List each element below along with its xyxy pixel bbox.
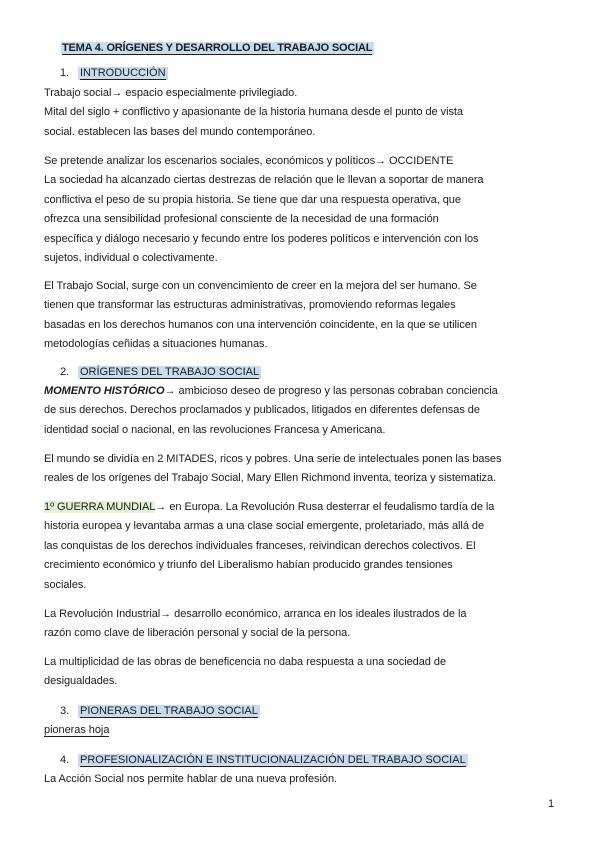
origenes-paragraph-5: La multiplicidad de las obras de beneficencia no daba respuesta a una sociedad de desigualdades.: [44, 656, 447, 688]
origenes-paragraph-2: El mundo se dividía en 2 MITADES, ricos y pobres. Una serie de intelectuales ponen las bases reales de los orígenes del Trabajo Social, Mary Ellen Richmond inventa, teoriza y sistematiza.: [44, 453, 502, 485]
profesionalizacion-paragraph: La Acción Social nos permite hablar de una nueva profesión.: [44, 773, 338, 785]
intro-paragraph-2: Se pretende analizar los escenarios sociales, económicos y políticos→ OCCIDENTE La sociedad ha alcanzado ciertas destrezas de relación que le llevan a soportar de manera conflictiva el peso de su propia historia. Se tiene que dar una respuesta operativa, que ofrezca una sensibilidad profesional consciente de la necesidad de una formación específica y diálogo necesario y fecundo entre los poderes políticos e intervención con los sujetos, individual o colectivamente.: [44, 155, 484, 265]
origenes-paragraph-3: 1º GUERRA MUNDIAL→ en Europa. La Revolución Rusa desterrar el feudalismo tardía de la historia europea y levantaba armas a una clase social emergente, proletariado, más allá de las conquistas de los derechos individuales franceses, reivindican derechos colectivos. El crecimiento económico y triunfo del Liberalismo habían producido grandes tensiones sociales.: [44, 501, 495, 591]
origenes-paragraph-4: La Revolución Industrial→ desarrollo económico, arranca en los ideales ilustrados de la razón como clave de liberación personal y social de la persona.: [44, 608, 467, 640]
guerra-mundial-label: 1º GUERRA MUNDIAL: [44, 501, 156, 513]
section-heading-profesionalizacion: 4. PROFESIONALIZACIÓN E INSTITUCIONALIZACIÓN DEL TRABAJO SOCIAL: [60, 754, 466, 766]
section-heading-origenes: 2. ORÍGENES DEL TRABAJO SOCIAL: [60, 366, 260, 378]
document-title: TEMA 4. ORÍGENES Y DESARROLLO DEL TRABAJO SOCIAL: [62, 42, 373, 54]
momento-historico-label: MOMENTO HISTÓRICO: [44, 385, 165, 397]
origenes-paragraph-1: MOMENTO HISTÓRICO→ ambicioso deseo de progreso y las personas cobraban conciencia de sus derechos. Derechos proclamados y publicados, litigados en diferentes defensas de identidad social o nacional, en las revoluciones Francesa y Americana.: [44, 385, 498, 436]
page-number: 1: [548, 798, 555, 810]
intro-paragraph-1: Trabajo social→ espacio especialmente privilegiado. Mital del siglo + conflictivo y apasionante de la historia humana desde el punto de vista social. establecen las bases del mundo contemporáneo.: [44, 87, 464, 138]
intro-paragraph-3: El Trabajo Social, surge con un convencimiento de creer en la mejora del ser humano. Se tienen que transformar las estructuras administrativas, promoviendo reformas legales basadas en los derechos humanos con una intervención coincidente, en la que se utilicen metodologías ceñidas a situaciones humanas.: [44, 280, 477, 351]
section-heading-introduccion: 1. INTRODUCCIÓN: [60, 67, 166, 79]
pioneras-hoja-link[interactable]: pioneras hoja: [44, 724, 110, 736]
section-heading-pioneras: 3. PIONERAS DEL TRABAJO SOCIAL: [60, 705, 258, 717]
pioneras-paragraph: [44, 721, 556, 740]
